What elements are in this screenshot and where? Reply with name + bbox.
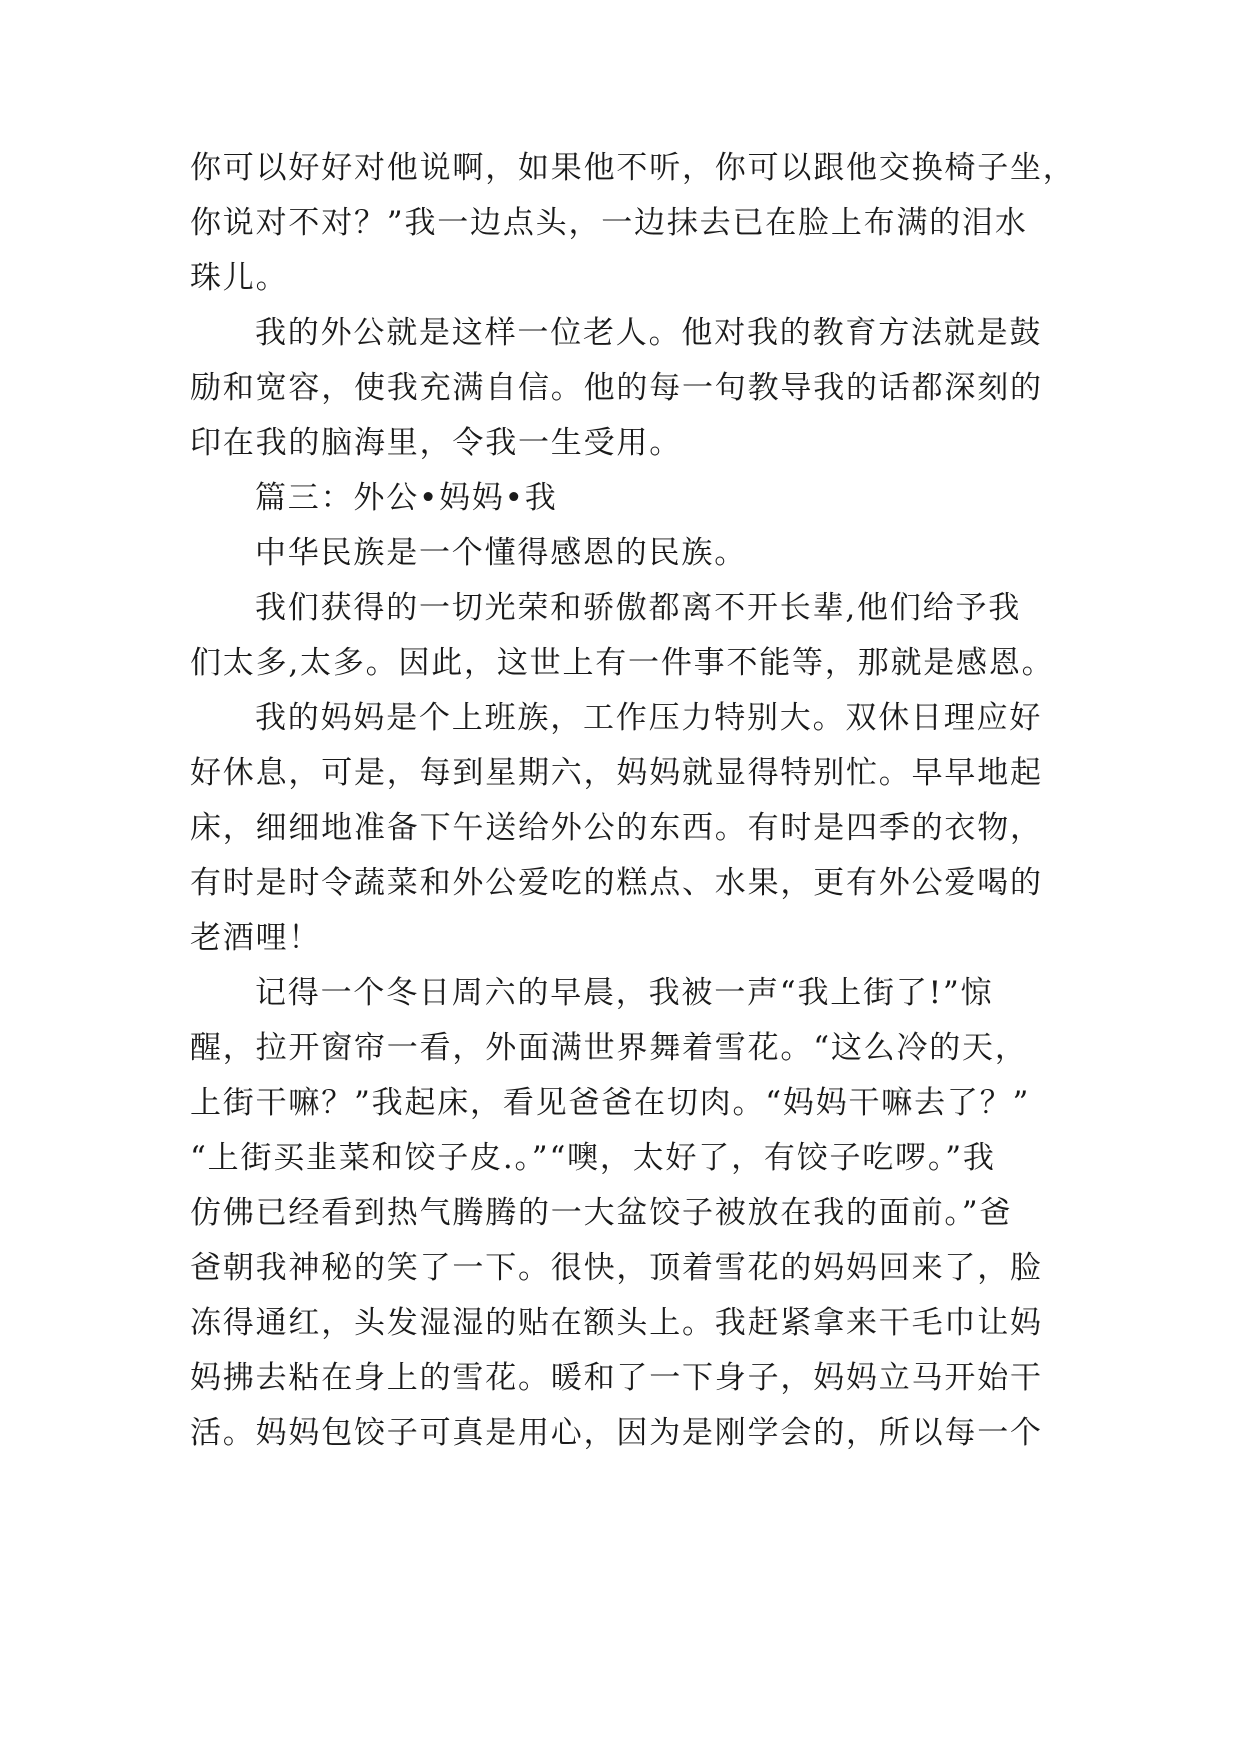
text-line: 冻得通红，头发湿湿的贴在额头上。我赶紧拿来干毛巾让妈 bbox=[190, 1305, 1043, 1341]
text-line: 珠儿。 bbox=[190, 260, 289, 296]
text-line: 你可以好好对他说啊，如果他不听，你可以跟他交换椅子坐， bbox=[190, 150, 1076, 186]
text-line: 上街干嘛？”我起床，看见爸爸在切肉。“妈妈干嘛去了？” bbox=[190, 1085, 1031, 1121]
text-line: 励和宽容，使我充满自信。他的每一句教导我的话都深刻的 bbox=[190, 370, 1043, 406]
text-line: 爸朝我神秘的笑了一下。很快，顶着雪花的妈妈回来了，脸 bbox=[190, 1250, 1043, 1286]
text-line: 床，细细地准备下午送给外公的东西。有时是四季的衣物， bbox=[190, 810, 1043, 846]
text-line: 醒，拉开窗帘一看，外面满世界舞着雪花。“这么冷的天， bbox=[190, 1030, 1028, 1066]
paragraph-first-line: 我的外公就是这样一位老人。他对我的教育方法就是鼓 bbox=[255, 315, 1043, 351]
text-line: 你说对不对？”我一边点头，一边抹去已在脸上布满的泪水 bbox=[190, 205, 1028, 241]
text-line: 们太多,太多。因此，这世上有一件事不能等，那就是感恩。 bbox=[190, 645, 1055, 681]
text-line: 妈拂去粘在身上的雪花。暖和了一下身子，妈妈立马开始干 bbox=[190, 1360, 1043, 1396]
paragraph-first-line: 我的妈妈是个上班族，工作压力特别大。双休日理应好 bbox=[255, 700, 1043, 736]
text-line: 仿佛已经看到热气腾腾的一大盆饺子被放在我的面前。”爸 bbox=[190, 1195, 1013, 1231]
text-line: 好休息，可是，每到星期六，妈妈就显得特别忙。早早地起 bbox=[190, 755, 1043, 791]
text-line: “上街买韭菜和饺子皮.。”“噢，太好了，有饺子吃啰。”我 bbox=[190, 1140, 996, 1176]
text-line: 老酒哩！ bbox=[190, 920, 322, 956]
text-line: 印在我的脑海里，令我一生受用。 bbox=[190, 425, 682, 461]
paragraph-first-line: 我们获得的一切光荣和骄傲都离不开长辈,他们给予我 bbox=[255, 590, 1022, 626]
paragraph-first-line: 中华民族是一个懂得感恩的民族。 bbox=[255, 535, 747, 571]
text-line: 活。妈妈包饺子可真是用心，因为是刚学会的，所以每一个 bbox=[190, 1415, 1043, 1451]
paragraph-first-line: 记得一个冬日周六的早晨，我被一声“我上街了!”惊 bbox=[255, 975, 994, 1011]
section-title: 篇三：外公•妈妈•我 bbox=[255, 480, 558, 516]
text-line: 有时是时令蔬菜和外公爱吃的糕点、水果，更有外公爱喝的 bbox=[190, 865, 1043, 901]
